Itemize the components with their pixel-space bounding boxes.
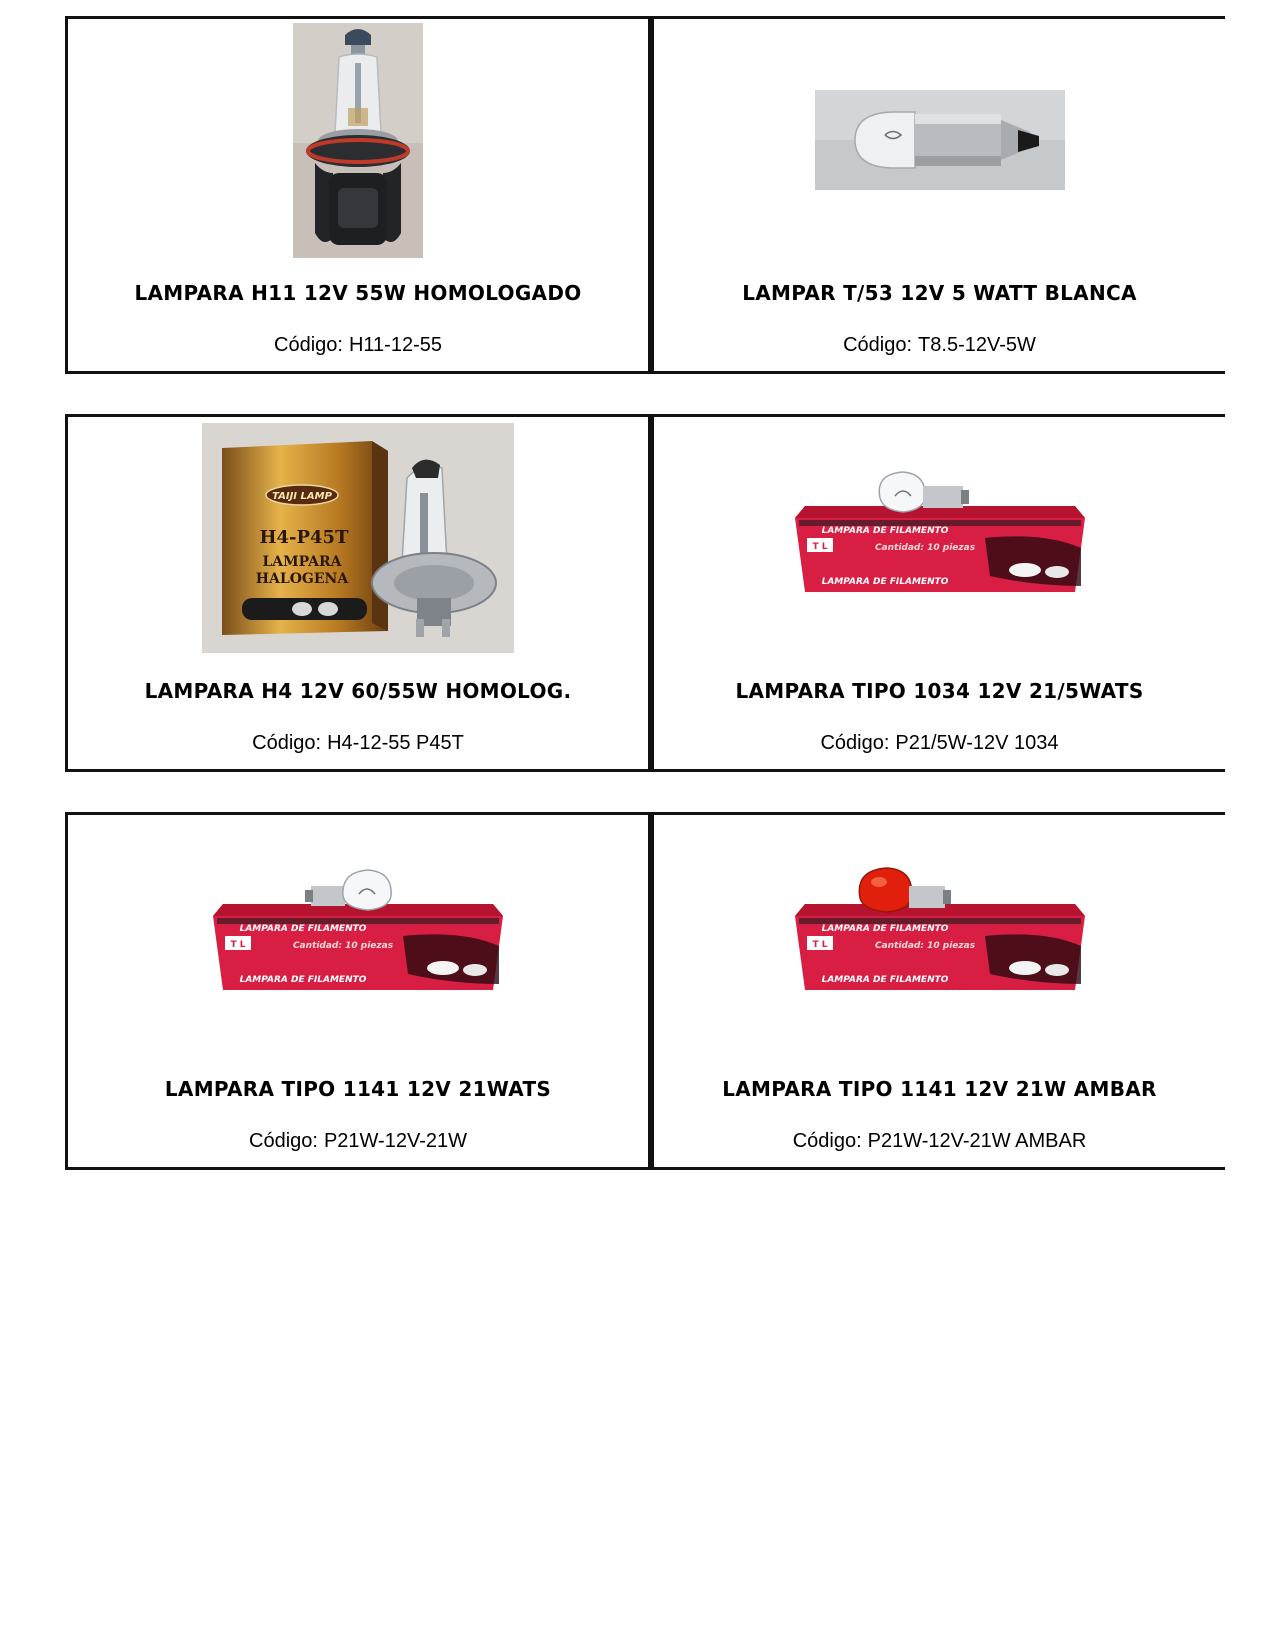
product-image-t53 [654, 25, 1225, 255]
product-title: LAMPARA TIPO 1141 12V 21WATS [164, 1077, 552, 1101]
box-line1-text: LAMPARA [262, 554, 342, 570]
product-card-1141-ambar[interactable] [651, 812, 1225, 1170]
box-brand-text: T L [811, 940, 828, 950]
code-value: P21W-12V-21W [323, 1130, 467, 1152]
product-image-1141-ambar [654, 821, 1225, 1051]
box-footer-text: LAMPARA DE FILAMENTO [239, 975, 367, 985]
code-label: Código: [274, 334, 343, 356]
product-title: LAMPARA TIPO 1141 12V 21W AMBAR [722, 1077, 1157, 1101]
product-title: LAMPARA H4 12V 60/55W HOMOLOG. [144, 679, 572, 703]
box-footer-text: LAMPARA DE FILAMENTO [821, 577, 948, 587]
code-label: Código: [252, 732, 322, 754]
product-code [654, 334, 1225, 357]
code-label: Código: [843, 334, 913, 356]
product-image-1141 [68, 821, 648, 1051]
box-brand-text: T L [811, 542, 828, 552]
code-value: H4-12-55 P45T [327, 732, 464, 754]
box-header-text: LAMPARA DE FILAMENTO [239, 924, 367, 934]
clear-bulb-box-icon [785, 468, 1095, 608]
product-code [68, 334, 648, 357]
box-brand-text: TAIJI LAMP [272, 491, 332, 502]
product-title: LAMPARA TIPO 1034 12V 21/5WATS [735, 679, 1144, 703]
h4-bulb-box-icon [202, 423, 514, 653]
box-brand-text: T L [230, 940, 246, 950]
code-label: Código: [249, 1130, 318, 1152]
product-image-1034 [654, 423, 1225, 653]
product-title: LAMPAR T/53 12V 5 WATT BLANCA [742, 281, 1137, 305]
box-qty-text: Cantidad: 10 piezas [874, 543, 975, 553]
amber-bulb-box-icon [785, 866, 1095, 1006]
product-code [68, 732, 648, 755]
h11-bulb-icon [293, 23, 423, 258]
product-card-1034[interactable] [651, 414, 1225, 772]
box-header-text: LAMPARA DE FILAMENTO [821, 526, 948, 536]
code-label: Código: [792, 1130, 862, 1152]
product-card-1141[interactable] [65, 812, 651, 1170]
code-label: Código: [820, 732, 890, 754]
product-card-h11[interactable] [65, 16, 651, 374]
product-code [654, 1130, 1225, 1153]
code-value: H11-12-55 [348, 334, 442, 356]
product-code [654, 732, 1225, 755]
code-value: P21W-12V-21W AMBAR [867, 1130, 1087, 1152]
box-header-text: LAMPARA DE FILAMENTO [821, 924, 948, 934]
product-title: LAMPARA H11 12V 55W HOMOLOGADO [134, 281, 582, 305]
box-qty-text: Cantidad: 10 piezas [874, 941, 975, 951]
box-model-text: H4-P45T [259, 527, 349, 548]
clear-bulb-box-icon [203, 866, 513, 1006]
product-image-h11 [68, 25, 648, 255]
bayonet-bulb-icon [815, 90, 1065, 190]
product-code [68, 1130, 648, 1153]
code-value: P21/5W-12V 1034 [895, 732, 1059, 754]
box-footer-text: LAMPARA DE FILAMENTO [821, 975, 948, 985]
product-card-h4[interactable] [65, 414, 651, 772]
product-image-h4 [68, 423, 648, 653]
code-value: T8.5-12V-5W [918, 334, 1036, 356]
product-card-t53[interactable] [651, 16, 1225, 374]
box-line2-text: HALOGENA [255, 571, 349, 587]
box-qty-text: Cantidad: 10 piezas [292, 941, 394, 951]
